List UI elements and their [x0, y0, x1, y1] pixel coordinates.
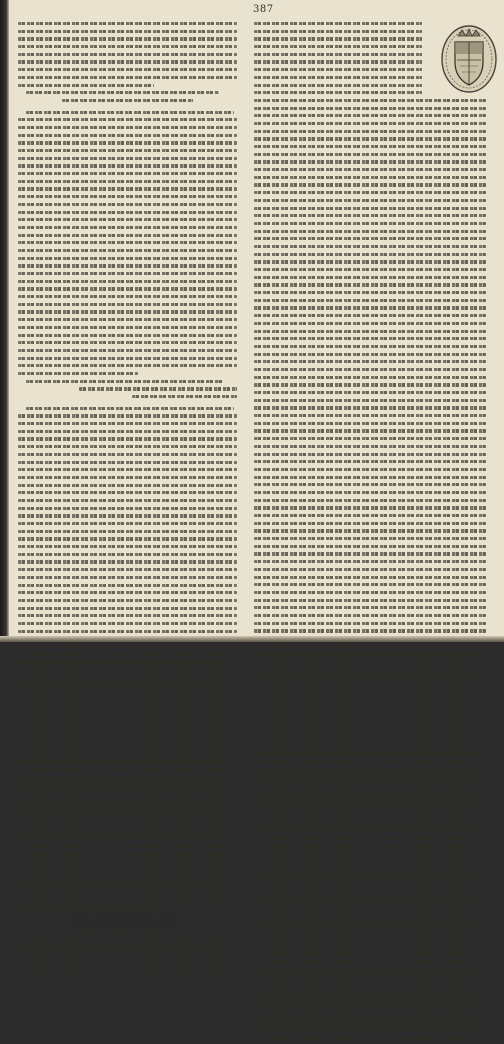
- left-text-block-2: [18, 111, 237, 399]
- left-column: [18, 22, 237, 977]
- right-column: [254, 22, 486, 1044]
- left-text-block-4: [18, 931, 237, 973]
- scan-edge-strip: [0, 0, 9, 642]
- page-number: 387: [253, 4, 274, 15]
- right-text-block-1: [254, 22, 422, 94]
- scan-bottom-strip: [0, 636, 504, 642]
- left-text-block-3: [18, 407, 237, 910]
- left-text-block-1: [18, 22, 237, 102]
- right-text-block-1b: [254, 99, 486, 1040]
- section-heading: Nachgeldstage.: [72, 914, 183, 927]
